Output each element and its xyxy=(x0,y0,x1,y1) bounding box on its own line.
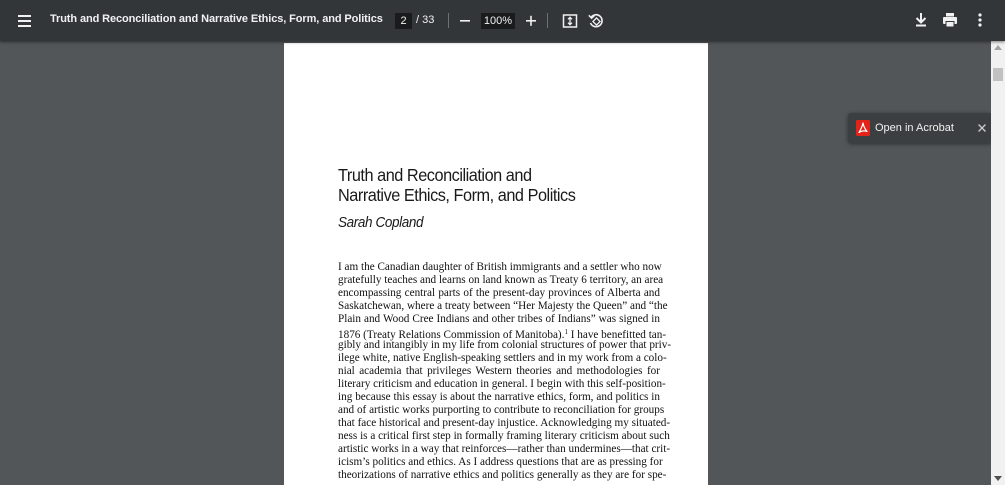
more-options-icon[interactable] xyxy=(970,10,990,30)
body-line: icism’s politics and ethics. As I address questions that are as pressing for xyxy=(338,456,663,468)
body-line-text: I have benefitted tan- xyxy=(567,329,667,341)
body-line: nial academia that privileges Western theories and methodologies for xyxy=(338,365,660,377)
pdf-page xyxy=(284,43,708,485)
scroll-down-arrow-icon[interactable] xyxy=(994,476,1002,481)
article-title-line: Narrative Ethics, Form, and Politics xyxy=(338,185,576,205)
fit-page-icon[interactable] xyxy=(560,11,580,31)
body-line: ing because this essay is about the narrative ethics, form, and politics in xyxy=(338,391,660,403)
body-line: literary criticism and education in general. I begin with this self-position- xyxy=(338,378,666,390)
open-in-acrobat-button[interactable] xyxy=(848,113,992,143)
close-icon[interactable] xyxy=(976,121,988,133)
zoom-level-input[interactable] xyxy=(481,13,515,29)
page-total: / 33 xyxy=(416,14,435,26)
body-line: and of artistic works purporting to contribute to reconciliation for groups xyxy=(338,404,665,416)
zoom-in-icon[interactable] xyxy=(521,11,541,31)
open-in-acrobat-label: Open in Acrobat xyxy=(875,122,954,134)
body-line: gibly and intangibly in my life from colonial structures of power that priv- xyxy=(338,339,672,351)
article-title xyxy=(338,165,575,205)
body-line: that face historical and present-day injustice. Acknowledging my situated- xyxy=(338,417,671,429)
page-number-input[interactable] xyxy=(395,13,412,29)
body-line: I am the Canadian daughter of British immigrants and a settler who now xyxy=(338,261,662,273)
article-author: Sarah Copland xyxy=(338,215,424,231)
zoom-out-icon[interactable] xyxy=(455,11,475,31)
acrobat-pdf-icon xyxy=(856,120,870,136)
vertical-scrollbar[interactable] xyxy=(991,41,1005,485)
article-title-line: Truth and Reconciliation and xyxy=(338,165,532,185)
scroll-up-arrow-icon[interactable] xyxy=(994,45,1002,50)
footnote-marker[interactable]: 1 xyxy=(564,328,568,336)
toolbar-separator xyxy=(448,13,449,28)
document-title: Truth and Reconciliation and Narrative Ethics, Form, and Politics xyxy=(50,13,383,25)
body-line: Saskatchewan, where a treaty between “Her Majesty the Queen” and “the xyxy=(338,300,668,312)
pdf-toolbar xyxy=(0,0,1005,41)
article-body xyxy=(338,261,672,482)
body-line: gratefully teaches and learns on land known as Treaty 6 territory, an area xyxy=(338,274,664,286)
body-line: artistic works in a way that reinforces—rather than undermines—that crit- xyxy=(338,443,671,455)
body-line: Plain and Wood Cree Indians and other tribes of Indians” was signed in xyxy=(338,313,660,325)
body-line: ness is a critical first step in formally framing literary criticism about such xyxy=(338,430,670,442)
download-icon[interactable] xyxy=(911,10,931,30)
body-line: ilege white, native English-speaking settlers and in my work from a colo- xyxy=(338,352,667,364)
scrollbar-thumb[interactable] xyxy=(993,68,1003,81)
body-line: encompassing central parts of the present-day provinces of Alberta and xyxy=(338,287,660,299)
rotate-icon[interactable] xyxy=(586,11,606,31)
print-icon[interactable] xyxy=(940,10,960,30)
body-line-with-footnote xyxy=(338,326,667,341)
body-line: theorizations of narrative ethics and politics generally as they are for spe- xyxy=(338,469,667,481)
toolbar-separator xyxy=(547,13,548,28)
hamburger-menu-icon[interactable] xyxy=(14,10,36,32)
body-line-text: 1876 (Treaty Relations Commission of Manitoba). xyxy=(338,329,565,341)
